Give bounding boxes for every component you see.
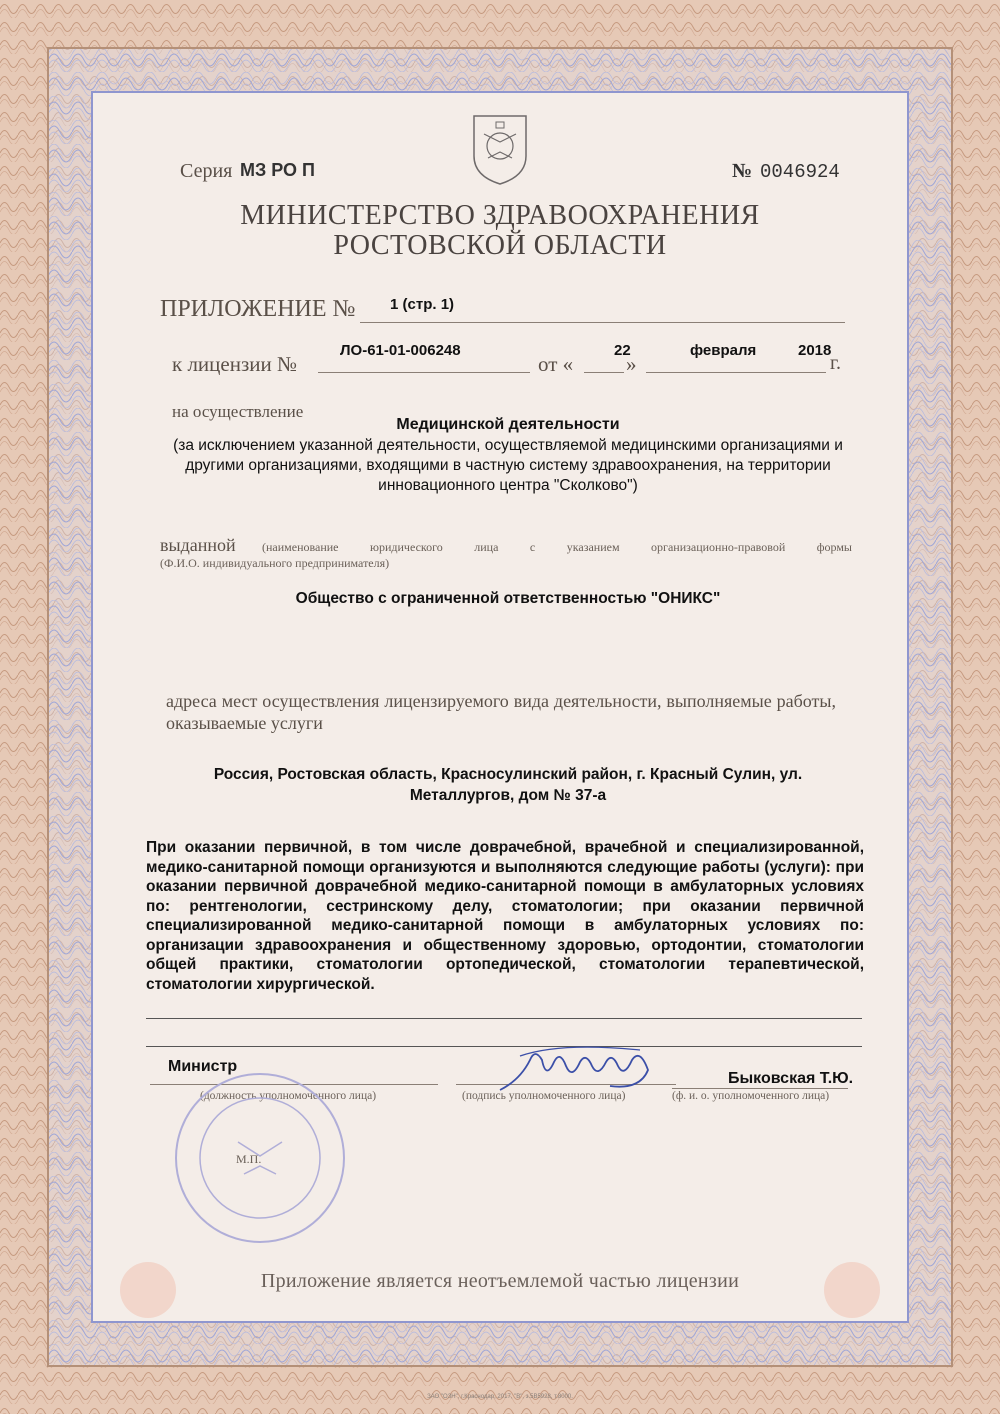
activity-details: (за исключением указанной деятельности, осуществляемой медицинскими организациями и другими организациями, входящими в частную систему здравоохранения, на территории инновационного центра "Сколково")	[173, 437, 843, 494]
printer-imprint: ЗАО "ОЗН", г.Краснодар, 2017, "В", з.5В5928, т.8000.	[427, 1394, 573, 1400]
ministry-title-line1: МИНИСТЕРСТВО ЗДРАВООХРАНЕНИЯ	[240, 200, 760, 231]
license-day-underline	[584, 372, 624, 373]
license-from-label: от «	[538, 352, 574, 376]
appendix-value: 1 (стр. 1)	[390, 296, 455, 313]
activity-title: Медицинской деятельности	[396, 416, 620, 433]
series-value: МЗ РО П	[240, 160, 315, 180]
position-hint: (должность уполномоченного лица)	[200, 1090, 377, 1102]
license-year-suffix: г.	[830, 352, 841, 374]
issued-hint-line2: (Ф.И.О. индивидуального предпринимателя)	[160, 556, 390, 570]
address-text: Россия, Ростовская область, Красносулинский район, г. Красный Сулин, ул. Металлургов, дом № 37-а	[213, 766, 803, 804]
license-number-underline	[318, 372, 530, 373]
license-year: 2018	[798, 342, 832, 359]
addresses-label: адреса мест осуществления лицензируемого вида деятельности, выполняемые работы, оказываемые услуги	[166, 691, 836, 733]
license-date-underline	[646, 372, 826, 373]
services-underline	[146, 1018, 862, 1019]
series-label: Серия	[180, 160, 233, 182]
name-underline	[672, 1088, 848, 1089]
position-value: Министр	[168, 1058, 238, 1075]
stamp-label: М.П.	[236, 1152, 262, 1166]
number-label: №	[732, 160, 753, 182]
license-quote-close: »	[626, 352, 637, 376]
name-hint: (ф. и. о. уполномоченного лица)	[672, 1090, 830, 1102]
signature-hint: (подпись уполномоченного лица)	[462, 1090, 626, 1102]
number-value: 0046924	[760, 161, 840, 183]
license-month: февраля	[690, 342, 757, 359]
issued-hint-line1: (наименование юридического лица с указанием организационно-правовой формы	[262, 540, 852, 554]
services-text: При оказании первичной, в том числе доврачебной, врачебной и специализированной, медико-санитарной помощи организуются и выполняются следующие работы (услуги): при оказании первичной доврачебной медико-санитарной помощи в амбулаторных условиях по: рентгенологии, сестринскому делу, стоматологии; при оказании первичной специализированной медико-санитарной помощи в амбулаторных условиях по: организации здравоохранения и общественному здоровью, ортодонтии, стоматологии общей практики, стоматологии ортопедической, стоматологии терапевтической, стоматологии хирургической.	[146, 839, 864, 993]
activity-label: на осуществление	[172, 402, 304, 421]
license-number: ЛО-61-01-006248	[340, 342, 461, 359]
organization-name: Общество с ограниченной ответственностью "ОНИКС"	[295, 590, 721, 607]
license-day: 22	[614, 342, 631, 359]
appendix-underline	[360, 322, 845, 323]
license-label: к лицензии №	[172, 352, 298, 376]
ministry-title-line2: РОСТОВСКОЙ ОБЛАСТИ	[333, 230, 667, 261]
coat-of-arms-emblem	[470, 112, 530, 186]
appendix-label: ПРИЛОЖЕНИЕ №	[160, 296, 356, 322]
issued-label: выданной	[160, 535, 236, 555]
signatory-name: Быковская Т.Ю.	[728, 1070, 854, 1087]
footer-note: Приложение является неотъемлемой частью лицензии	[260, 1270, 740, 1292]
